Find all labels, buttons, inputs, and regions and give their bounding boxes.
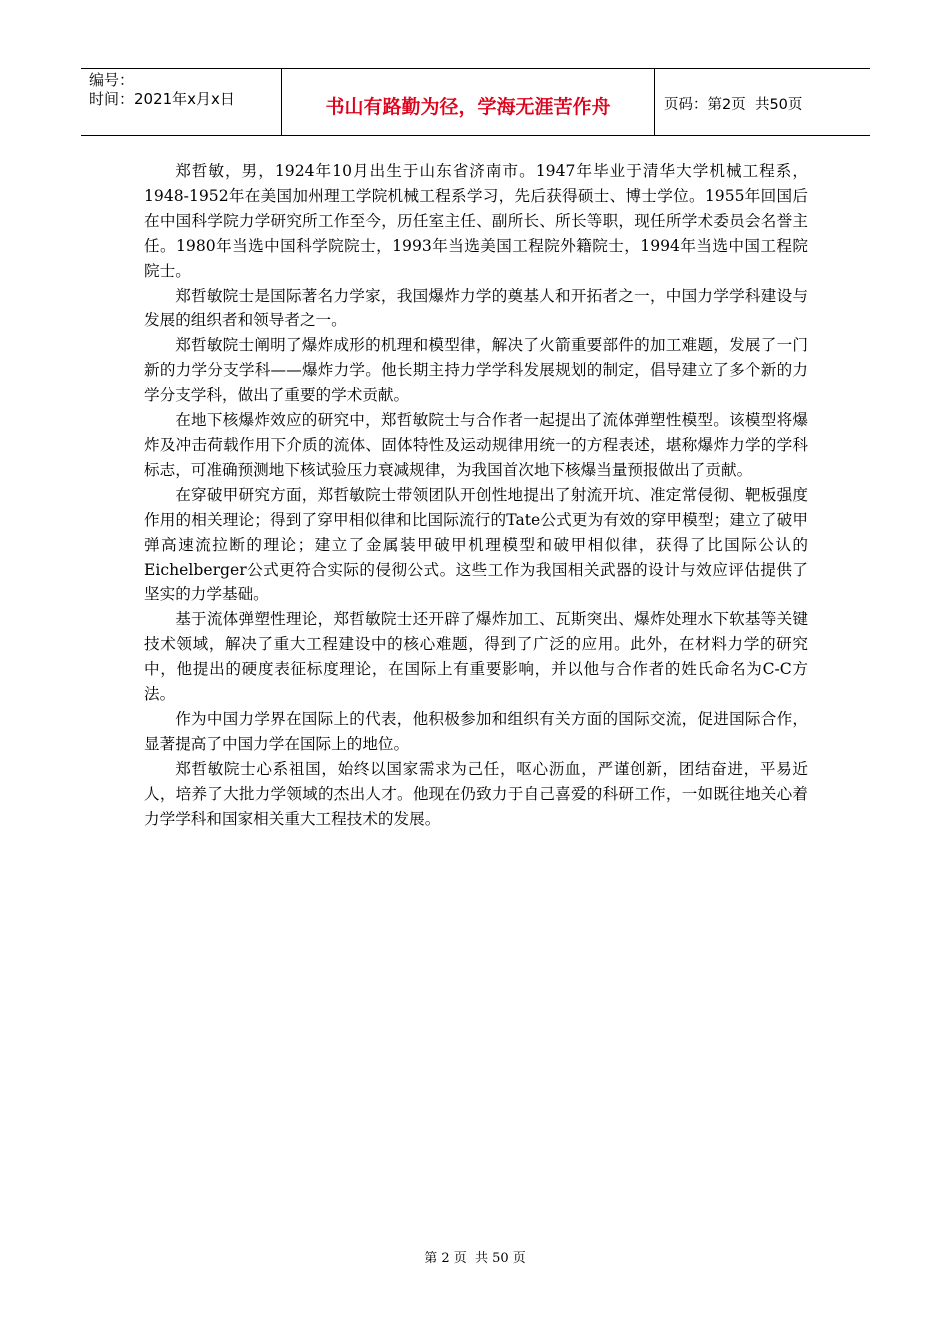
number-label: 编号：: [89, 71, 135, 89]
header-motto: [282, 69, 655, 135]
paragraph: 基于流体弹塑性理论，郑哲敏院士还开辟了爆炸加工、瓦斯突出、爆炸处理水下软基等关键技术领域，解决了重大工程建设中的核心难题，得到了广泛的应用。此外，在材料力学的研究中，他提出的硬度表征标度理论，在国际上有重要影响，并以他与合作者的姓氏命名为C-C方法。: [144, 610, 808, 704]
paragraph: 郑哲敏院士阐明了爆炸成形的机理和模型律，解决了火箭重要部件的加工难题，发展了一门新的力学分支学科——爆炸力学。他长期主持力学学科发展规划的制定，倡导建立了多个新的力学分支学科，做出了重要的学术贡献。: [144, 336, 808, 405]
time-label: 时间：2021年x月x日: [89, 90, 235, 108]
paragraph: 在穿破甲研究方面，郑哲敏院士带领团队开创性地提出了射流开坑、准定常侵彻、靶板强度作用的相关理论；得到了穿甲相似律和比国际流行的Tate公式更为有效的穿甲模型；建立了破甲弹高速流拉断的理论；建立了金属装甲破甲机理模型和破甲相似律，获得了比国际公认的Eichelberger公式更符合实际的侵彻公式。这些工作为我国相关武器的设计与效应评估提供了坚实的力学基础。: [144, 485, 808, 604]
page-info-text: 页码：第2页 共50页: [664, 96, 803, 113]
page-footer: 第 2 页 共 50 页: [424, 1251, 526, 1266]
paragraph: 作为中国力学界在国际上的代表，他积极参加和组织有关方面的国际交流，促进国际合作，显著提高了中国力学在国际上的地位。: [144, 709, 808, 753]
paragraph: 在地下核爆炸效应的研究中，郑哲敏院士与合作者一起提出了流体弹塑性模型。该模型将爆炸及冲击荷载作用下介质的流体、固体特性及运动规律用统一的方程表述，堪称爆炸力学的学科标志，可准确预测地下核试验压力衰减规律，为我国首次地下核爆当量预报做出了贡献。: [144, 411, 808, 479]
header-page-info: [655, 69, 870, 135]
paragraph: 郑哲敏院士心系祖国，始终以国家需求为己任，呕心沥血，严谨创新，团结奋进，平易近人，培养了大批力学领域的杰出人才。他现在仍致力于自己喜爱的科研工作，一如既往地关心着力学学科和国家相关重大工程技术的发展。: [144, 759, 808, 828]
paragraph: 郑哲敏院士是国际著名力学家，我国爆炸力学的奠基人和开拓者之一，中国力学学科建设与发展的组织者和领导者之一。: [144, 286, 808, 330]
page-header: [81, 68, 870, 136]
paragraph: 郑哲敏，男，1924年10月出生于山东省济南市。1947年毕业于清华大学机械工程系，1948-1952年在美国加州理工学院机械工程系学习，先后获得硕士、博士学位。1955年回国后在中国科学院力学研究所工作至今，历任室主任、副所长、所长等职，现任所学术委员会名誉主任。1980年当选中国科学院院士，1993年当选美国工程院外籍院士，1994年当选中国工程院院士。: [144, 162, 808, 280]
header-meta: [81, 69, 282, 135]
document-body: [144, 159, 808, 831]
motto-text: 书山有路勤为径，学海无涯苦作舟: [325, 95, 611, 118]
